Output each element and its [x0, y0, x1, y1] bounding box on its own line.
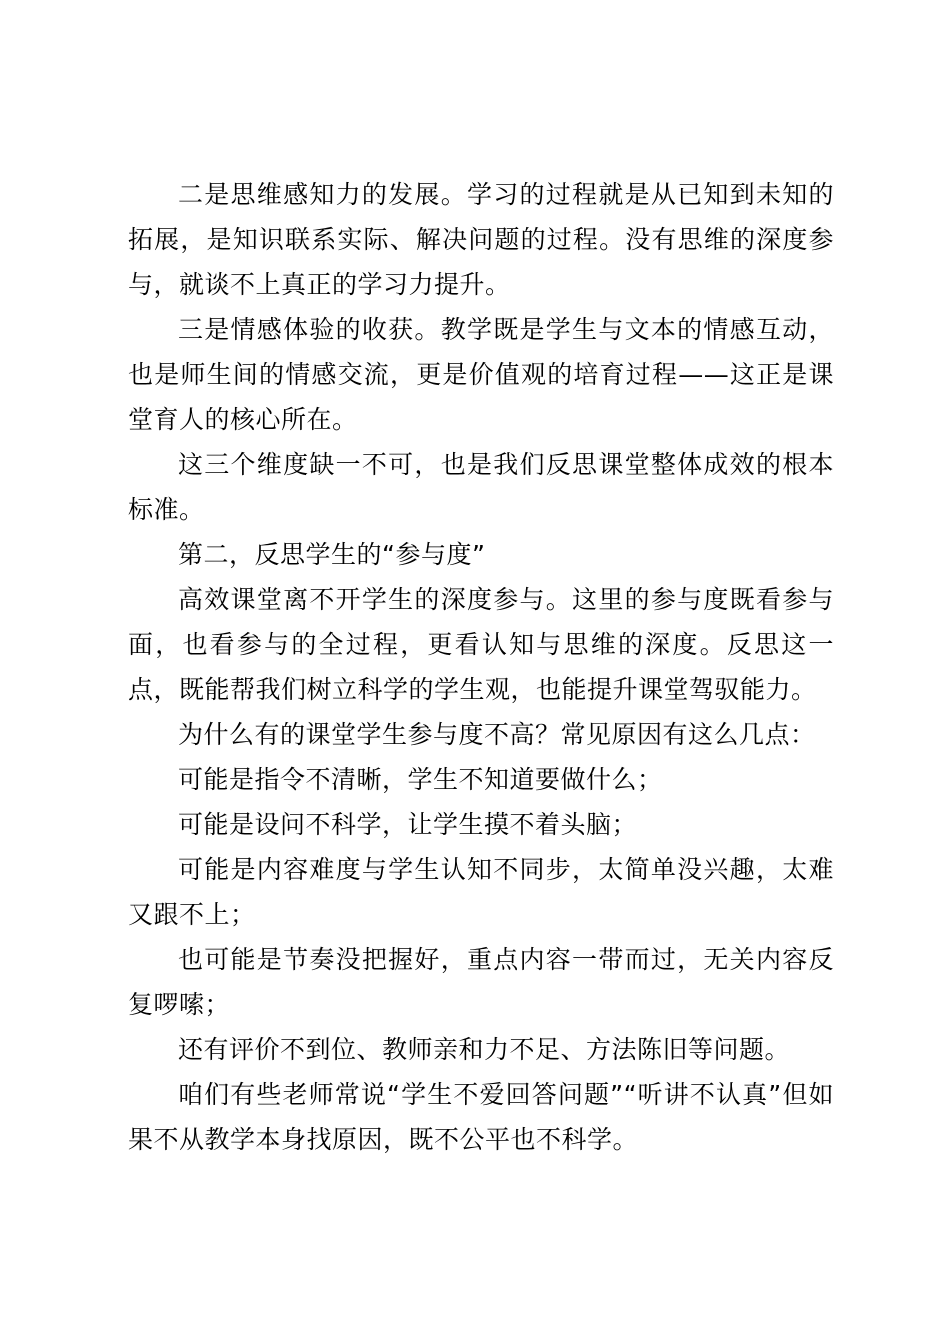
paragraph-emotional-experience: 三是情感体验的收获。教学既是学生与文本的情感互动，也是师生间的情感交流，更是价值观的培育过程——这正是课堂育人的核心所在。: [128, 315, 834, 434]
reason-unscientific-questions: 可能是设问不科学，让学生摸不着头脑；: [178, 810, 638, 839]
reason-difficulty-mismatch: 可能是内容难度与学生认知不同步，太简单没兴趣，太难又跟不上；: [128, 855, 834, 929]
document-page: [128, 172, 834, 1162]
reason-unclear-instructions: 可能是指令不清晰，学生不知道要做什么；: [178, 765, 663, 794]
paragraph-three-dimensions: 这三个维度缺一不可，也是我们反思课堂整体成效的根本标准。: [128, 450, 834, 524]
paragraph-teacher-complaints: 咱们有些老师常说“学生不爱回答问题”“听讲不认真”但如果不从教学本身找原因，既不公平也不科学。: [128, 1080, 834, 1154]
reason-other-issues: 还有评价不到位、教师亲和力不足、方法陈旧等问题。: [178, 1035, 791, 1064]
reason-pacing: 也可能是节奏没把握好，重点内容一带而过，无关内容反复啰嗦；: [128, 945, 834, 1019]
paragraph-reasons-intro: 为什么有的课堂学生参与度不高？常见原因有这么几点：: [178, 720, 816, 749]
section-heading-participation: 第二，反思学生的“参与度”: [178, 540, 486, 569]
paragraph-thinking-perception: 二是思维感知力的发展。学习的过程就是从已知到未知的拓展，是知识联系实际、解决问题的过程。没有思维的深度参与，就谈不上真正的学习力提升。: [128, 180, 834, 299]
paragraph-deep-participation: 高效课堂离不开学生的深度参与。这里的参与度既看参与面，也看参与的全过程，更看认知与思维的深度。反思这一点，既能帮我们树立科学的学生观，也能提升课堂驾驭能力。: [128, 585, 834, 704]
